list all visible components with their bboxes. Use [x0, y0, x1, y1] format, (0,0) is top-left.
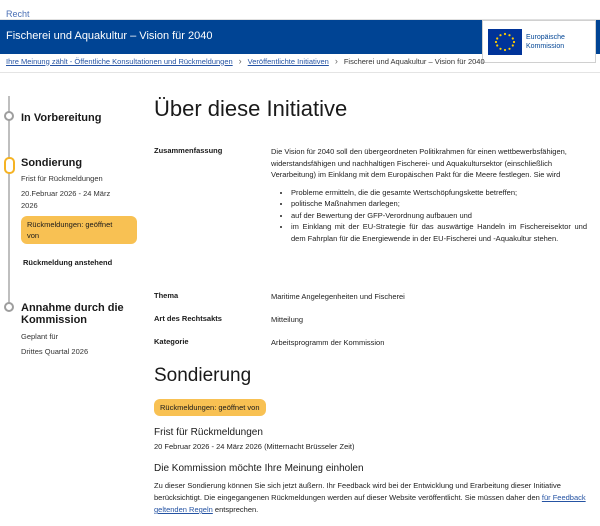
- thema-label: Thema: [154, 291, 179, 300]
- feedback-rules-link[interactable]: für Feedback geltenden Regeln: [154, 493, 586, 514]
- art-label: Art des Rechtsakts: [154, 314, 222, 323]
- timeline-dot-adoption: [4, 302, 14, 312]
- breadcrumb-divider: [0, 72, 600, 73]
- frist-heading: Frist für Rückmeldungen: [154, 427, 263, 438]
- meinung-heading: Die Kommission möchte Ihre Meinung einholen: [154, 463, 364, 474]
- logo-text: Europäische Kommission: [526, 33, 565, 50]
- timeline-planned-label: Geplant für: [21, 332, 59, 341]
- summary-bullets: [271, 187, 587, 245]
- frist-dates: 20 Februar 2026 - 24 März 2026 (Mitternacht Brüsseler Zeit): [154, 442, 355, 451]
- breadcrumb-item-consultations[interactable]: Ihre Meinung zählt - Öffentliche Konsultationen und Rückmeldungen: [6, 56, 233, 66]
- timeline-dot-preparation: [4, 111, 14, 121]
- timeline-line: [8, 96, 10, 310]
- summary-label: Zusammenfassung: [154, 146, 223, 155]
- chevron-right-icon: ›: [334, 56, 338, 66]
- breadcrumb-item-current: Fischerei und Aquakultur – Vision für 2040: [343, 56, 485, 66]
- list-item: • politische Maßnahmen darlegen;: [291, 198, 587, 210]
- page-title: Über diese Initiative: [154, 96, 348, 121]
- meinung-text: Zu dieser Sondierung können Sie sich jetzt äußern. Ihr Feedback wird bei der Entwicklung und Erarbeitung dieser Initiative berücksichtigt. Die eingegangenen Rückmeldungen werden auf dieser Website veröffentlicht. Sie müssen daher den für Feedback geltenden Regeln entsprechen.: [154, 481, 586, 514]
- site-header: [0, 20, 600, 54]
- kategorie-label: Kategorie: [154, 337, 189, 346]
- kategorie-value: Arbeitsprogramm der Kommission: [271, 338, 385, 347]
- timeline-dot-sondierung: [4, 157, 15, 174]
- summary-text: Die Vision für 2040 soll den übergeordneten Politikrahmen für einen wettbewerbsfähigen, widerstandsfähigen und nachhaltigen Fischerei- und Aquakultursektor (einschließlich Verarbeitung) im Einklang mit dem Europäischen Pakt für die Meere festlegen. Sie wird: [271, 147, 567, 179]
- timeline-frist-label: Frist für Rückmeldungen: [21, 174, 103, 183]
- breadcrumb: [6, 56, 594, 66]
- timeline-step-sondierung: Sondierung: [21, 157, 83, 169]
- thema-value: Maritime Angelegenheiten und Fischerei: [271, 292, 405, 301]
- status-badge: Rückmeldungen: geöffnet von: [21, 216, 137, 244]
- status-badge: Rückmeldungen: geöffnet von: [154, 399, 266, 416]
- timeline-pending-label: Rückmeldung anstehend: [23, 258, 113, 267]
- summary-value: [271, 146, 587, 244]
- art-value: Mitteilung: [271, 315, 304, 324]
- recht-link[interactable]: Recht: [6, 9, 30, 19]
- site-title: Fischerei und Aquakultur – Vision für 2040: [6, 30, 213, 42]
- breadcrumb-item-initiatives[interactable]: Veröffentlichte Initiativen: [247, 56, 329, 66]
- timeline-frist-dates: 20.Februar 2026 - 24 März: [21, 189, 111, 198]
- list-item: • im Einklang mit der EU-Strategie für das auswärtige Handeln im Fischereisektor und dem Fahrplan für die Energiewende in der EU-Fischerei und -Aquakultur stehen.: [291, 221, 587, 244]
- timeline-step-preparation: In Vorbereitung: [21, 112, 102, 124]
- timeline-frist-year: 2026: [21, 201, 38, 210]
- list-item: • auf der Bewertung der GFP-Verordnung aufbauen und: [291, 210, 587, 222]
- chevron-right-icon: ›: [238, 56, 242, 66]
- timeline-step-adoption: Annahme durch die Kommission: [21, 302, 124, 326]
- main-content: [154, 96, 590, 514]
- list-item: • Probleme ermitteln, die die gesamte Wertschöpfungskette betreffen;: [291, 187, 587, 199]
- top-bar: [0, 0, 600, 20]
- sondierung-heading: Sondierung: [154, 365, 252, 386]
- timeline-planned-value: Drittes Quartal 2026: [21, 347, 89, 356]
- eu-flag-icon: [488, 29, 522, 55]
